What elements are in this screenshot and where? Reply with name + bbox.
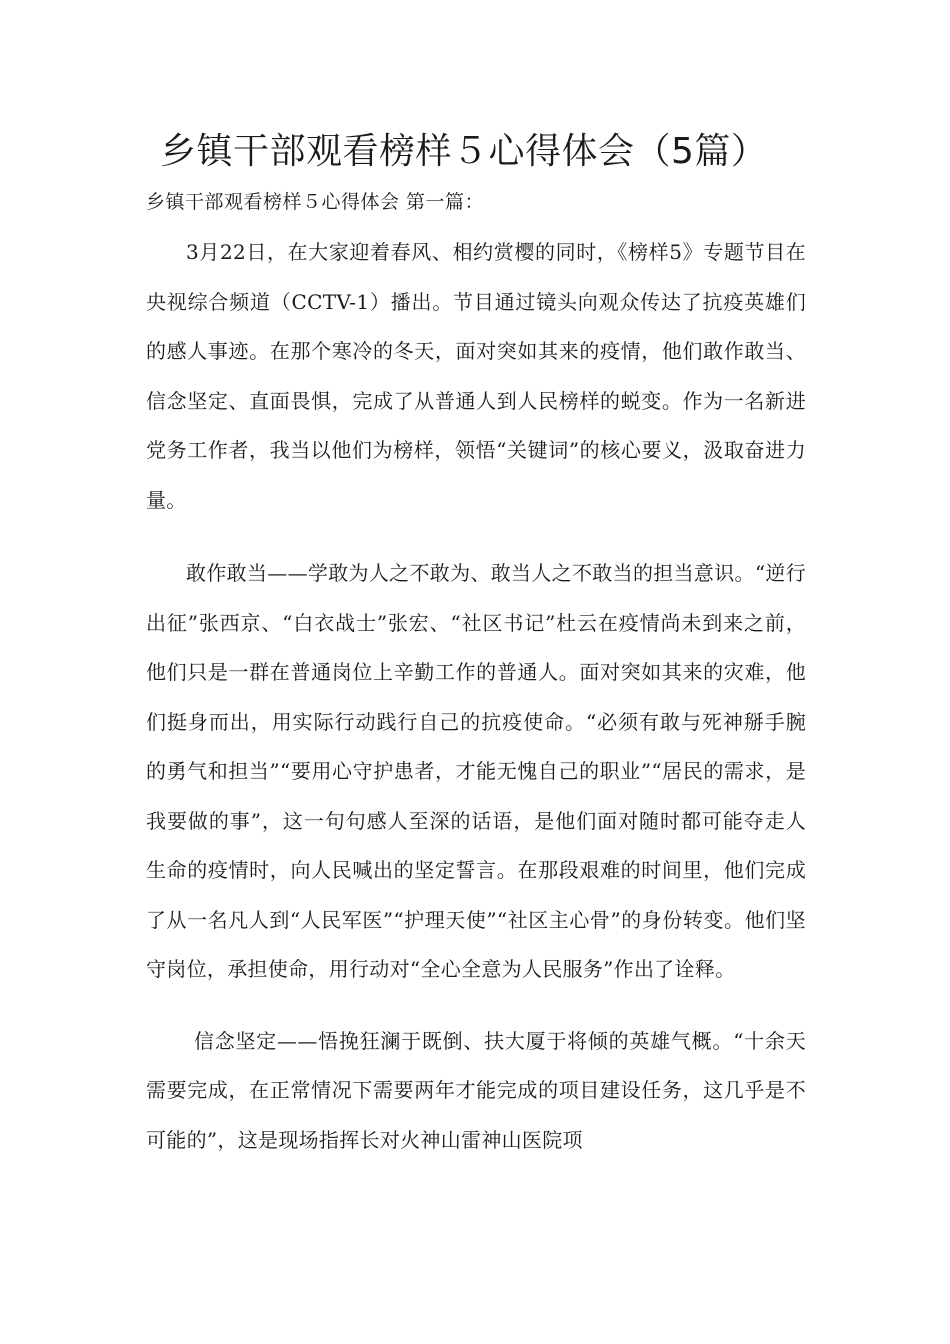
document-title: 乡镇干部观看榜样５心得体会（5篇） [160, 131, 768, 172]
paragraph-2: 敢作敢当——学敢为人之不敢为、敢当人之不敢当的担当意识。“逆行出征”张西京、“白衣战士”张宏、“社区书记”杜云在疫情尚未到来之前，他们只是一群在普通岗位上辛勤工作的普通人。面对突如其来的灾难，他们挺身而出，用实际行动践行自己的抗疫使命。“必须有敢与死神掰手腕的勇气和担当”“要用心守护患者，才能无愧自己的职业”“居民的需求，是我要做的事”，这一句句感人至深的话语，是他们面对随时都可能夺走人生命的疫情时，向人民喊出的坚定誓言。在那段艰难的时间里，他们完成了从一名凡人到“人民军医”“护理天使”“社区主心骨”的身份转变。他们坚守岗位，承担使命，用行动对“全心全意为人民服务”作出了诠释。 [146, 561, 806, 981]
paragraph-3: 信念坚定——悟挽狂澜于既倒、扶大厦于将倾的英雄气概。“十余天需要完成，在正常情况下需要两年才能完成的项目建设任务，这几乎是不可能的”，这是现场指挥长对火神山雷神山医院项 [146, 1028, 806, 1152]
paragraph-1: 3月22日，在大家迎着春风、相约赏樱的同时，《榜样5》专题节目在央视综合频道（CCTV-1）播出。节目通过镜头向观众传达了抗疫英雄们的感人事迹。在那个寒冷的冬天，面对突如其来的疫情，他们敢作敢当、信念坚定、直面畏惧，完成了从普通人到人民榜样的蜕变。作为一名新进党务工作者，我当以他们为榜样，领悟“关键词”的核心要义，汲取奋进力量。 [146, 240, 806, 512]
document-body [146, 228, 806, 1189]
section-heading: 乡镇干部观看榜样５心得体会 第一篇： [146, 191, 485, 213]
